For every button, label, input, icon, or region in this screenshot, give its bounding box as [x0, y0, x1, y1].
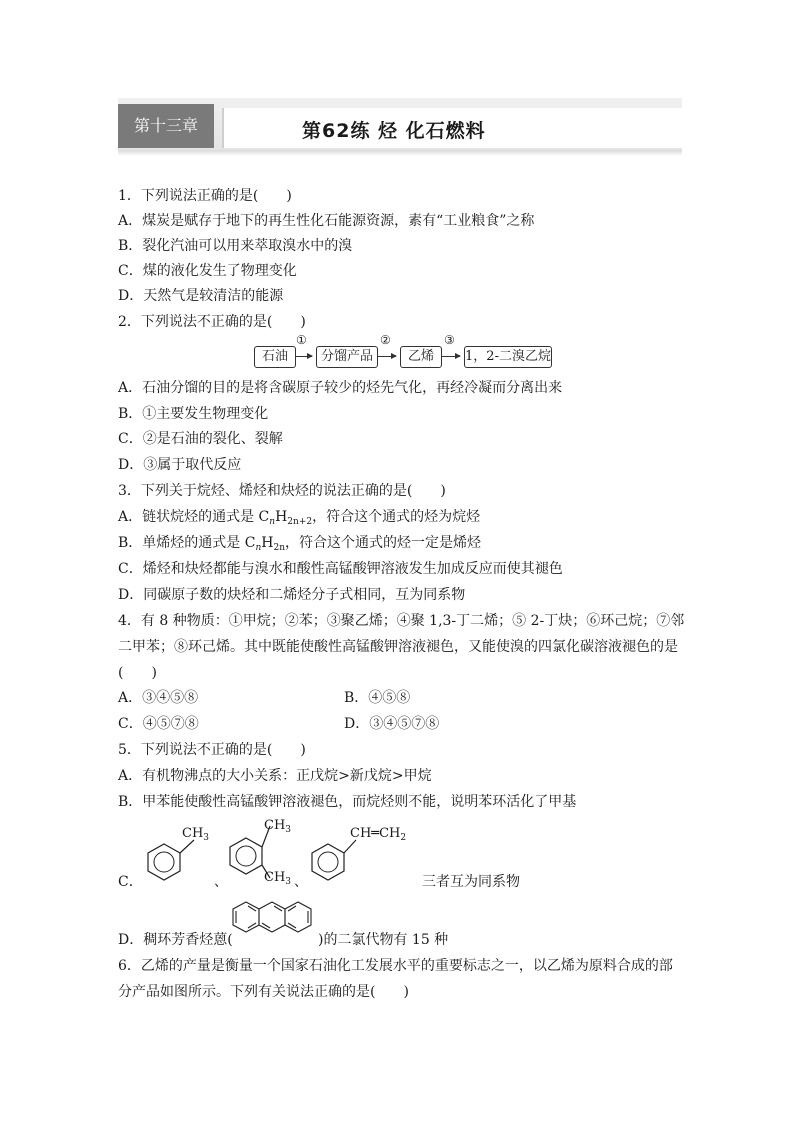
q3-stem: 3．下列关于烷烃、烯烃和炔烃的说法正确的是( ) — [118, 483, 446, 499]
q5-option-a: A．有机物沸点的大小关系：正戊烷>新戊烷>甲烷 — [118, 768, 432, 784]
q2-option-b: B．①主要发生物理变化 — [118, 406, 269, 422]
q3-option-c: C．烯烃和炔烃都能与溴水和酸性高锰酸钾溶液发生加成反应而使其褪色 — [118, 561, 563, 577]
flow-step-1: ① — [296, 333, 307, 347]
q5-option-c-tail: 三者互为同系物 — [422, 874, 520, 890]
q4-option-a: A．③④⑤⑧ — [118, 690, 199, 706]
q4-option-b: B．④⑤⑧ — [344, 690, 411, 706]
q6-stem-line1: 6．乙烯的产量是衡量一个国家石油化工发展水平的重要标志之一，以乙烯为原料合成的部 — [118, 958, 673, 974]
q5-option-c-separator-2: 、 — [294, 874, 308, 890]
q5-option-b: B．甲苯能使酸性高锰酸钾溶液褪色，而烷烃则不能，说明苯环活化了甲基 — [118, 794, 577, 810]
flow-step-2: ② — [380, 333, 391, 347]
anthracene-structure — [232, 894, 320, 948]
o-xylene-ch3-bottom-label: $CH_3$ — [264, 870, 292, 887]
header-shadow — [118, 150, 682, 156]
q1-stem: 1．下列说法正确的是( ) — [118, 188, 292, 204]
flow-step-3: ③ — [444, 333, 455, 347]
q4-option-c: C．④⑤⑦⑧ — [118, 716, 199, 732]
q1-option-d: D．天然气是较清洁的能源 — [118, 288, 284, 304]
q4-stem-line3: ( ) — [118, 665, 157, 681]
q5-option-c-label: C． — [118, 874, 143, 890]
flow-arrow-1 — [296, 356, 312, 357]
q5-option-c-separator-1: 、 — [214, 874, 228, 890]
styrene-vinyl-label: $CH═CH_2$ — [350, 826, 407, 843]
flow-box-fraction: 分馏产品 — [316, 346, 378, 368]
toluene-ch3-label: $CH_3$ — [182, 826, 210, 843]
q2-option-a: A．石油分馏的目的是将含碳原子较少的烃先气化，再经冷凝而分离出来 — [118, 380, 563, 396]
q5-option-d-suffix: )的二氯代物有 15 种 — [318, 932, 449, 948]
q3-option-b: B．单烯烃的通式是 $C_nH_{2n}$，符合这个通式的烃一定是烯烃 — [118, 535, 481, 553]
q3-option-a: A．链状烷烃的通式是 $C_nH_{2n+2}$，符合这个通式的烃为烷烃 — [118, 509, 481, 527]
q1-option-b: B．裂化汽油可以用来萃取溴水中的溴 — [118, 238, 353, 254]
q4-stem-line2: 二甲苯；⑧环己烯。其中既能使酸性高锰酸钾溶液褪色，又能使溴的四氯化碳溶液褪色的是 — [118, 639, 678, 655]
q5-stem: 5．下列说法不正确的是( ) — [118, 742, 306, 758]
q2-stem: 2．下列说法不正确的是( ) — [118, 314, 306, 330]
q6-stem-line2: 分产品如图所示。下列有关说法正确的是( ) — [118, 984, 409, 1000]
page-title: 第62练 烃 化石燃料 — [302, 120, 486, 142]
q2-option-c: C．②是石油的裂化、裂解 — [118, 431, 283, 447]
q5-option-d-prefix: D．稠环芳香烃蒽( — [118, 932, 233, 948]
q4-stem-line1: 4．有 8 种物质：①甲烷；②苯；③聚乙烯；④聚 1,3-丁二烯；⑤ 2-丁炔；⑥环己烷；⑦邻 — [118, 613, 685, 629]
q3-option-d: D．同碳原子数的炔烃和二烯烃分子式相同，互为同系物 — [118, 587, 466, 603]
q1-option-a: A．煤炭是赋存于地下的再生性化石能源资源，素有“工业粮食”之称 — [118, 213, 535, 229]
flow-arrow-3 — [442, 356, 460, 357]
o-xylene-ch3-top-label: $CH_3$ — [264, 818, 292, 835]
q4-option-d: D．③④⑤⑦⑧ — [344, 716, 440, 732]
q2-option-d: D．③属于取代反应 — [118, 457, 242, 473]
flow-box-ethylene: 乙烯 — [400, 346, 442, 368]
flow-arrow-2 — [378, 356, 396, 357]
flow-box-dibromoethane: 1，2-二溴乙烷 — [464, 346, 552, 368]
q1-option-c: C．煤的液化发生了物理变化 — [118, 263, 297, 279]
flow-box-petroleum: 石油 — [254, 346, 296, 368]
chapter-tab: 第十三章 — [118, 104, 214, 148]
